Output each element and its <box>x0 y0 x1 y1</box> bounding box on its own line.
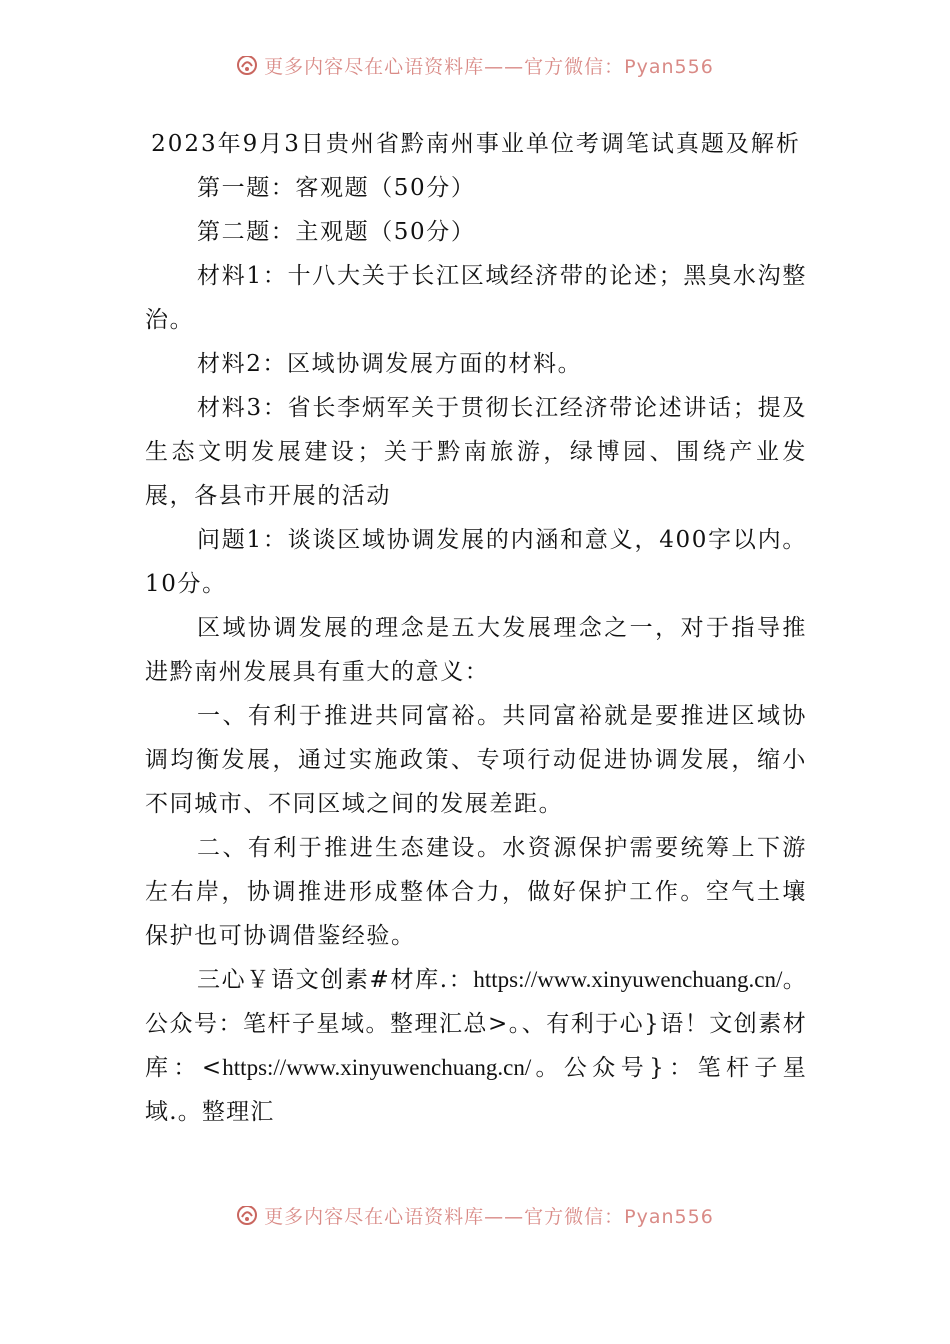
promo-paragraph <box>145 958 807 1134</box>
paragraph: 问题1：谈谈区域协调发展的内涵和意义，400字以内。10分。 <box>145 527 807 597</box>
paragraph: 第一题：客观题（50分） <box>197 175 476 201</box>
promo-link[interactable]: https://www.xinyuwenchuang.cn/ <box>473 967 783 992</box>
paragraph: 一、有利于推进共同富裕。共同富裕就是要推进区域协调均衡发展，通过实施政策、专项行动促进协调发展，缩小不同城市、不同区域之间的发展差距。 <box>145 703 807 817</box>
watermark-logo-icon <box>236 1206 258 1226</box>
promo-link[interactable]: https://www.xinyuwenchuang.cn/ <box>222 1055 532 1080</box>
paragraph: 二、有利于推进生态建设。水资源保护需要统筹上下游左右岸，协调推进形成整体合力，做好保护工作。空气土壤保护也可协调借鉴经验。 <box>145 835 807 949</box>
paragraph: 材料1：十八大关于长江区域经济带的论述；黑臭水沟整治。 <box>145 263 807 333</box>
paragraph: 第二题：主观题（50分） <box>197 219 476 245</box>
header-watermark <box>0 56 950 90</box>
paragraph: 材料3：省长李炳军关于贯彻长江经济带论述讲话；提及生态文明发展建设；关于黔南旅游，绿博园、围绕产业发展，各县市开展的活动 <box>145 395 807 509</box>
footer-watermark <box>0 1206 950 1240</box>
watermark-logo-icon <box>236 56 258 76</box>
promo-text: 三心￥语文创素#材库.： <box>197 967 474 993</box>
document-body <box>145 122 807 1134</box>
watermark-text: 更多内容尽在心语资料库——官方微信：Pyan556 <box>264 1206 714 1228</box>
promo-text: 。公众号：笔杆子星域。整理汇总>。、有利于心}语！文创素材库：< <box>145 967 808 1081</box>
paragraph: 区域协调发展的理念是五大发展理念之一，对于指导推进黔南州发展具有重大的意义： <box>145 615 807 685</box>
promo-text: 。公众号}：笔杆子星域.。整理汇 <box>145 1055 807 1125</box>
watermark-text: 更多内容尽在心语资料库——官方微信：Pyan556 <box>264 56 714 78</box>
document-title: 2023年9月3日贵州省黔南州事业单位考调笔试真题及解析 <box>151 131 801 157</box>
paragraph: 材料2：区域协调发展方面的材料。 <box>197 351 583 377</box>
